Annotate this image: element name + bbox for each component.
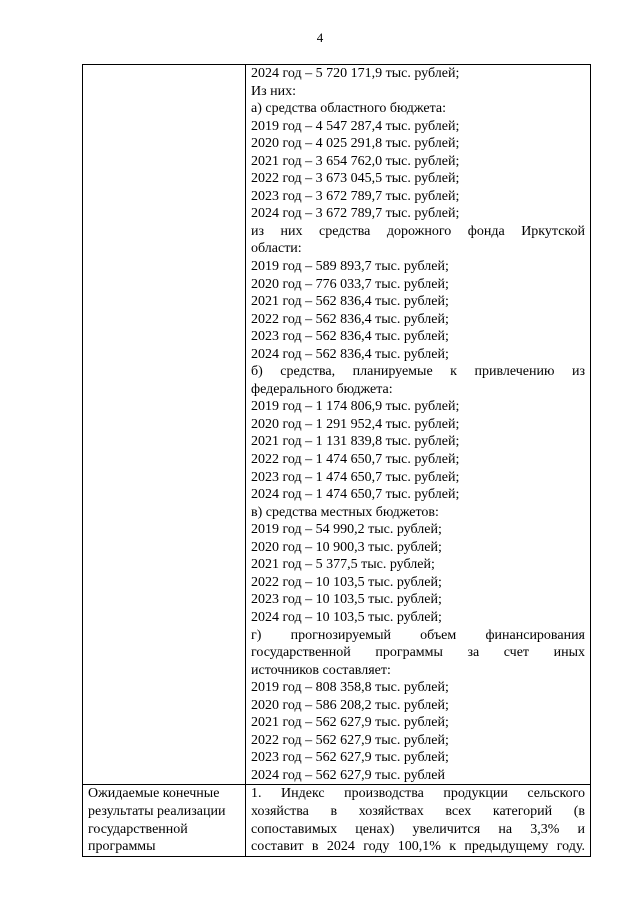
financing-row xyxy=(83,65,591,785)
financing-line: 2021 год – 562 836,4 тыс. рублей; xyxy=(251,294,449,310)
results-label-line: государственной xyxy=(88,821,188,837)
financing-line: б) средства, планируемые к привлечению из xyxy=(251,364,585,380)
financing-line: 2019 год – 808 358,8 тыс. рублей; xyxy=(251,680,449,696)
financing-line: источников составляет: xyxy=(251,662,391,678)
financing-line: федерального бюджета: xyxy=(251,381,393,397)
financing-line: государственной программы за счет иных xyxy=(251,645,585,661)
results-label-line: Ожидаемые конечные xyxy=(88,786,220,802)
financing-line: 2024 год – 562 627,9 тыс. рублей xyxy=(251,767,445,783)
results-row xyxy=(83,785,591,856)
financing-line: 2020 год – 4 025 291,8 тыс. рублей; xyxy=(251,136,460,152)
results-text-line: сопоставимых ценах) увеличится на 3,3% и xyxy=(251,821,585,837)
results-label-cell xyxy=(83,785,246,856)
financing-line: Из них: xyxy=(251,83,297,99)
financing-line: 2021 год – 1 131 839,8 тыс. рублей; xyxy=(251,434,460,450)
financing-line: 2021 год – 5 377,5 тыс. рублей; xyxy=(251,557,435,573)
financing-line: 2021 год – 3 654 762,0 тыс. рублей; xyxy=(251,153,460,169)
financing-line: 2019 год – 589 893,7 тыс. рублей; xyxy=(251,259,449,275)
financing-line: 2023 год – 562 836,4 тыс. рублей; xyxy=(251,329,449,345)
page-number: 4 xyxy=(316,30,324,45)
financing-line: 2023 год – 3 672 789,7 тыс. рублей; xyxy=(251,188,460,204)
financing-line: 2020 год – 776 033,7 тыс. рублей; xyxy=(251,276,449,292)
financing-label-cell xyxy=(83,65,246,785)
financing-line: 2022 год – 1 474 650,7 тыс. рублей; xyxy=(251,452,460,468)
financing-line: г) прогнозируемый объем финансирования xyxy=(251,627,585,643)
financing-line: 2019 год – 4 547 287,4 тыс. рублей; xyxy=(251,118,460,134)
financing-line: в) средства местных бюджетов: xyxy=(251,504,439,520)
financing-line: 2019 год – 1 174 806,9 тыс. рублей; xyxy=(251,399,460,415)
results-label-line: программы xyxy=(88,839,156,855)
financing-line: 2023 год – 562 627,9 тыс. рублей; xyxy=(251,750,449,766)
results-text-line: составит в 2024 году 100,1% к предыдущему году. xyxy=(251,839,585,855)
financing-line: 2024 год – 1 474 650,7 тыс. рублей; xyxy=(251,487,460,503)
financing-line: 2022 год – 3 673 045,5 тыс. рублей; xyxy=(251,171,460,187)
results-text-line: 1. Индекс производства продукции сельского xyxy=(251,786,585,802)
program-passport-table xyxy=(82,64,591,857)
results-text-line: хозяйства в хозяйствах всех категорий (в xyxy=(251,803,585,819)
financing-line: 2020 год – 1 291 952,4 тыс. рублей; xyxy=(251,416,460,432)
financing-value-cell xyxy=(246,65,591,785)
financing-line: области: xyxy=(251,241,302,257)
financing-line: 2020 год – 586 208,2 тыс. рублей; xyxy=(251,697,449,713)
financing-line: 2021 год – 562 627,9 тыс. рублей; xyxy=(251,715,449,731)
financing-line: 2023 год – 10 103,5 тыс. рублей; xyxy=(251,592,442,608)
financing-line: 2020 год – 10 900,3 тыс. рублей; xyxy=(251,539,442,555)
results-label-line: результаты реализации xyxy=(88,803,226,819)
financing-line: из них средства дорожного фонда Иркутской xyxy=(251,223,585,239)
results-value-cell xyxy=(246,785,591,856)
financing-line: 2024 год – 5 720 171,9 тыс. рублей; xyxy=(251,66,460,81)
financing-line: 2019 год – 54 990,2 тыс. рублей; xyxy=(251,522,442,538)
financing-line: 2024 год – 3 672 789,7 тыс. рублей; xyxy=(251,206,460,222)
financing-line: а) средства областного бюджета: xyxy=(251,101,446,117)
financing-line: 2022 год – 562 836,4 тыс. рублей; xyxy=(251,311,449,327)
financing-line: 2024 год – 562 836,4 тыс. рублей; xyxy=(251,346,449,362)
financing-line: 2023 год – 1 474 650,7 тыс. рублей; xyxy=(251,469,460,485)
financing-line: 2024 год – 10 103,5 тыс. рублей; xyxy=(251,609,442,625)
financing-line: 2022 год – 562 627,9 тыс. рублей; xyxy=(251,732,449,748)
financing-line: 2022 год – 10 103,5 тыс. рублей; xyxy=(251,574,442,590)
